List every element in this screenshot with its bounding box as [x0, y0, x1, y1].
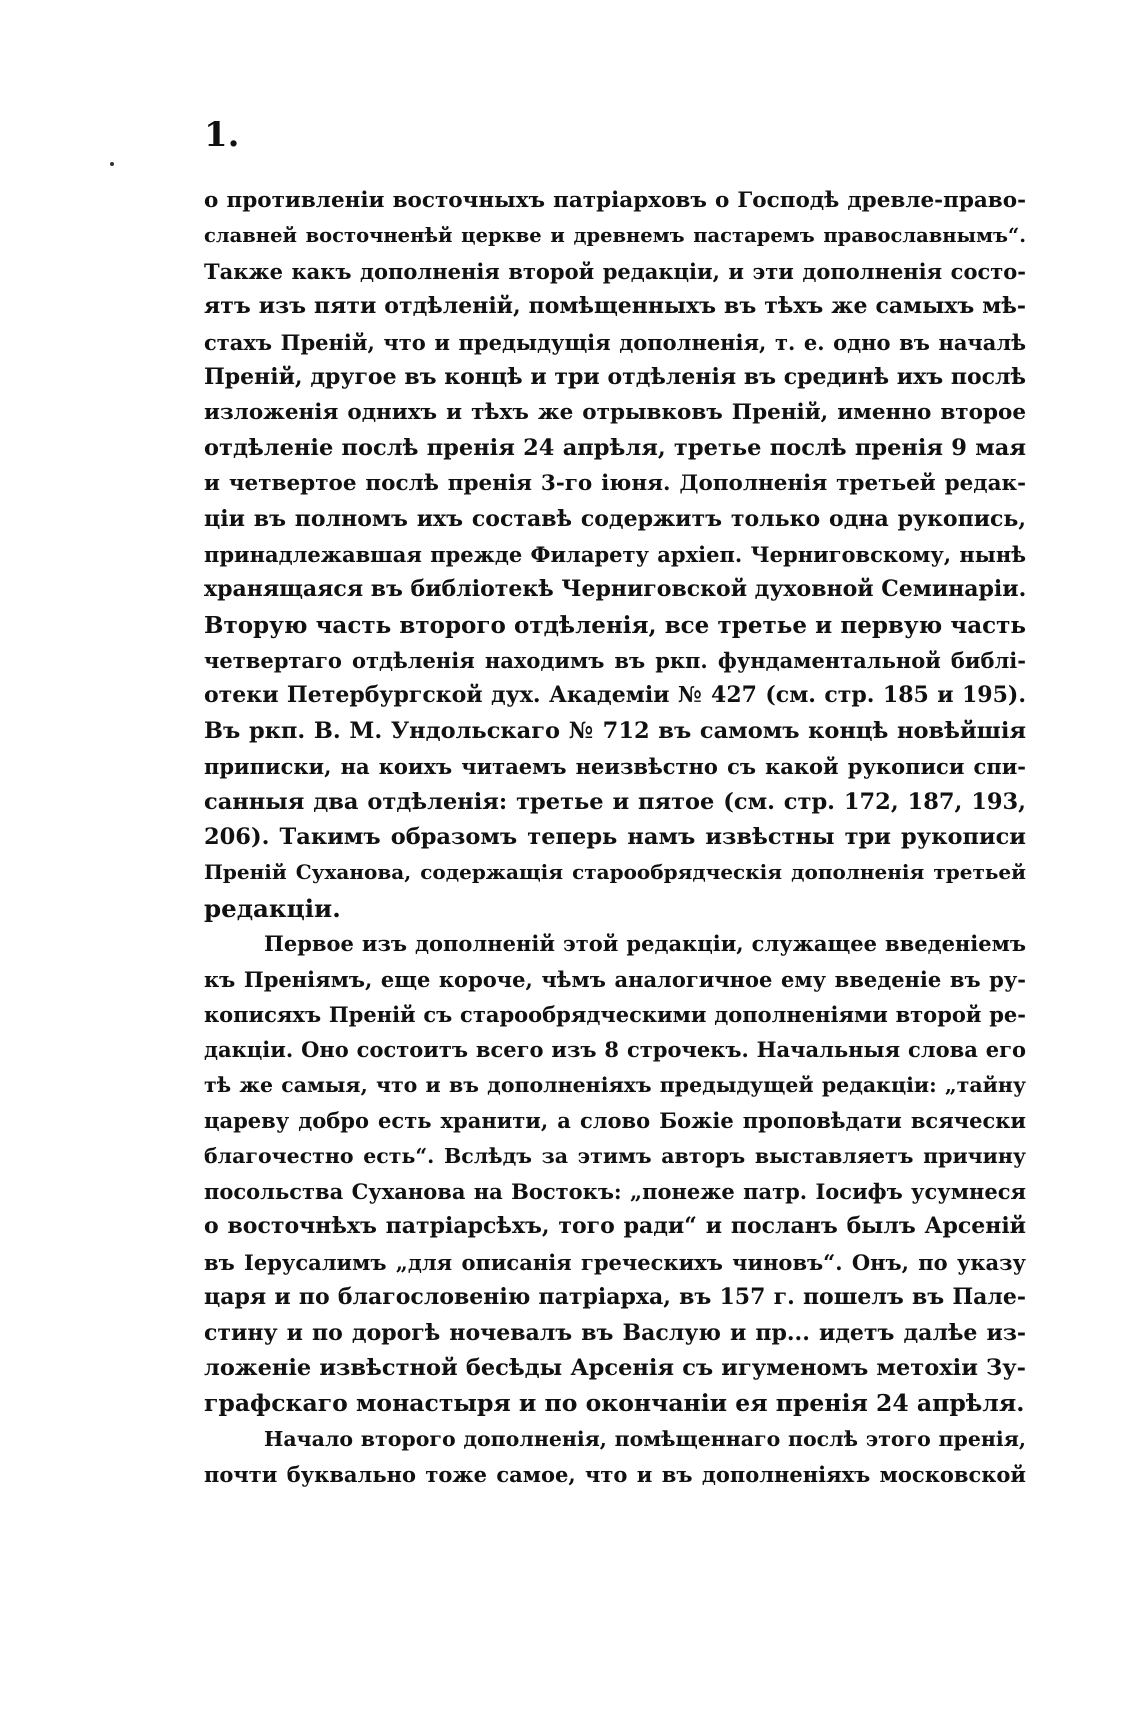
- text-line: Вторую часть второго отдѣленія, все третье и первую часть: [204, 611, 1026, 639]
- text-line: къ Преніямъ, еще короче, чѣмъ аналогичное ему введеніе въ ру-: [204, 966, 1026, 992]
- text-line: Преній Суханова, содержащія старообрядческія дополненія третьей: [204, 860, 1026, 885]
- text-line: санныя два отдѣленія: третье и пятое (см. стр. 172, 187, 193,: [204, 788, 1026, 815]
- page-number: 1.: [204, 115, 240, 155]
- text-line: и четвертое послѣ пренія 3-го іюня. Дополненія третьей редак-: [204, 471, 1026, 497]
- text-line: ятъ изъ пяти отдѣленій, помѣщенныхъ въ тѣхъ же самыхъ мѣ-: [204, 293, 1026, 320]
- text-line: Начало второго дополненія, помѣщеннаго послѣ этого пренія,: [264, 1426, 1026, 1451]
- text-line: о противленіи восточныхъ патріарховъ о Господѣ древле-право-: [204, 188, 1026, 213]
- text-line: 206). Такимъ образомъ теперь намъ извѣстны три рукописи: [204, 824, 1026, 851]
- text-line: цареву добро есть хранити, а слово Божіе проповѣдати всячески: [204, 1108, 1026, 1134]
- text-line: о восточнѣхъ патріарсѣхъ, того ради“ и посланъ былъ Арсеній: [204, 1213, 1026, 1240]
- text-line: Въ ркп. В. М. Ундольскаго № 712 въ самомъ концѣ новѣйшія: [204, 717, 1026, 744]
- text-line: дакціи. Оно состоитъ всего изъ 8 строчекъ. Начальныя слова его: [204, 1037, 1026, 1063]
- text-line: посольства Суханова на Востокъ: „понеже патр. Іосифъ усумнеся: [204, 1178, 1026, 1204]
- text-line: графскаго монастыря и по окончаніи ея пренія 24 апрѣля.: [204, 1389, 1025, 1418]
- text-line: ціи въ полномъ ихъ составѣ содержитъ только одна рукопись,: [204, 505, 1026, 532]
- text-line: тѣ же самыя, что и въ дополненіяхъ предыдущей редакціи: „тайну: [204, 1072, 1026, 1097]
- text-line: редакціи.: [204, 893, 341, 923]
- text-line: стину и по дорогѣ ночевалъ въ Васлую и пр... идетъ далѣе из-: [204, 1319, 1026, 1346]
- text-line: въ Іерусалимъ „для описанія греческихъ чиновъ“. Онъ, по указу: [204, 1249, 1026, 1275]
- text-line: ложеніе извѣстной бесѣды Арсенія съ игуменомъ метохіи Зу-: [204, 1354, 1026, 1381]
- scan-speck: [110, 162, 114, 166]
- text-line: приписки, на коихъ читаемъ неизвѣстно съ какой рукописи спи-: [204, 754, 1026, 780]
- text-line: кописяхъ Преній съ старообрядческими дополненіями второй ре-: [204, 1001, 1026, 1027]
- text-line: почти буквально тоже самое, что и въ дополненіяхъ московской: [204, 1462, 1026, 1488]
- text-line: принадлежавшая прежде Филарету архіеп. Черниговскому, нынѣ: [204, 541, 1026, 567]
- text-line: отеки Петербургской дух. Академіи № 427 (см. стр. 185 и 195).: [204, 682, 1026, 709]
- text-line: изложенія однихъ и тѣхъ же отрывковъ Преній, именно второе: [204, 400, 1026, 426]
- text-line: четвертаго отдѣленія находимъ въ ркп. фундаментальной библі-: [204, 648, 1026, 674]
- text-line: хранящаяся въ библіотекѣ Черниговской духовной Семинаріи.: [204, 576, 1026, 603]
- text-line: Первое изъ дополненій этой редакціи, служащее введеніемъ: [264, 931, 1026, 957]
- text-line: славней восточненѣй церкве и древнемъ пастаремъ православнымъ“.: [204, 224, 1026, 248]
- text-line: царя и по благословенію патріарха, въ 157 г. пошелъ въ Пале-: [204, 1284, 1026, 1311]
- text-line: Преній, другое въ концѣ и три отдѣленія въ срединѣ ихъ послѣ: [204, 363, 1026, 390]
- text-line: благочестно есть“. Вслѣдъ за этимъ авторъ выставляетъ причину: [204, 1143, 1026, 1168]
- body-text: [204, 183, 1026, 1492]
- text-line: Также какъ дополненія второй редакціи, и эти дополненія состо-: [204, 258, 1026, 284]
- text-line: стахъ Преній, что и предыдущія дополненія, т. е. одно въ началѣ: [204, 329, 1026, 355]
- text-line: отдѣленіе послѣ пренія 24 апрѣля, третье послѣ пренія 9 мая: [204, 434, 1026, 461]
